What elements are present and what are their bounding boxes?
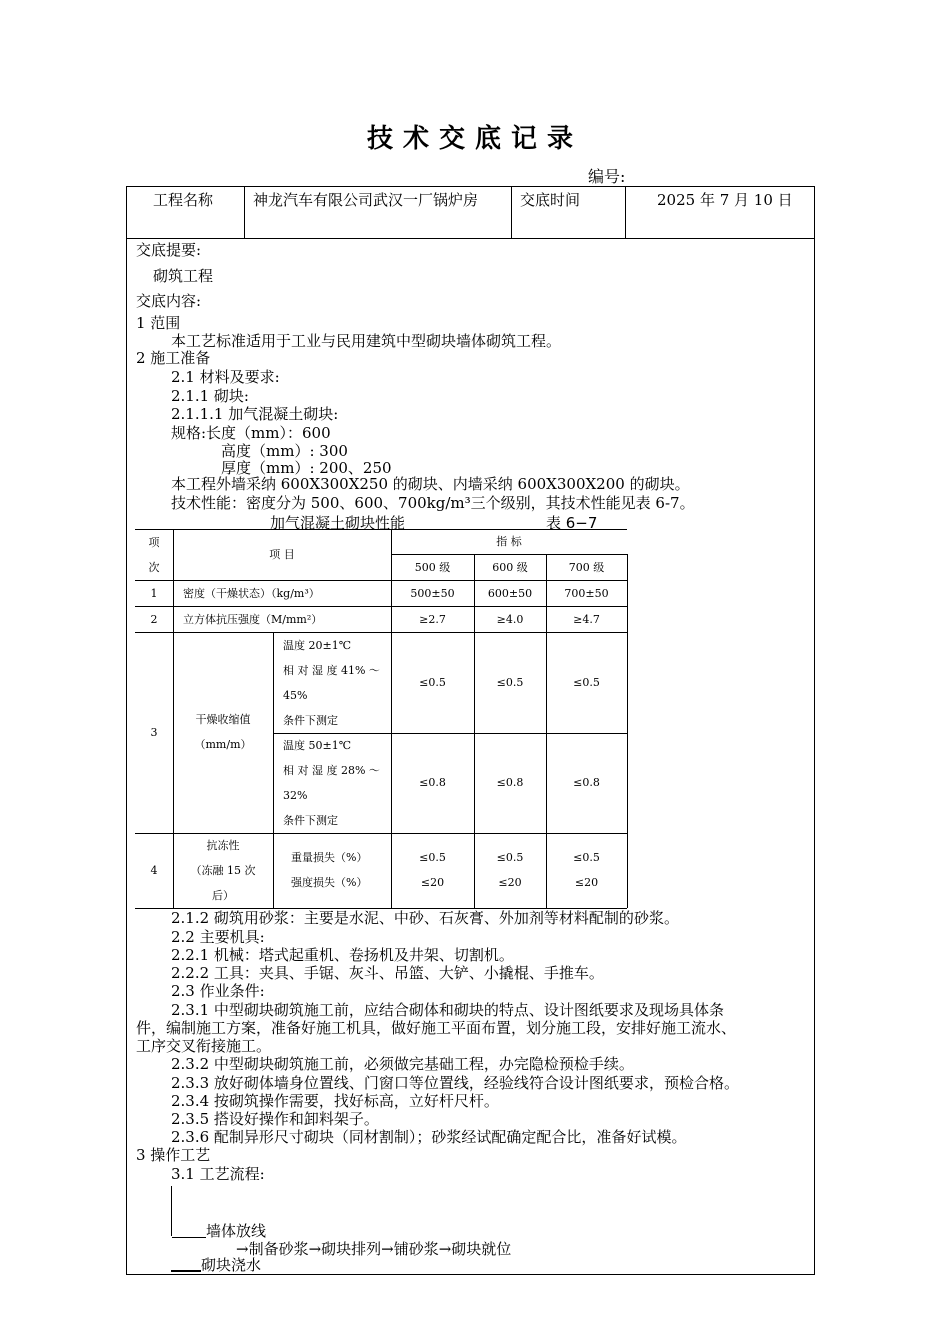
header-divider bbox=[127, 238, 814, 239]
table-rule bbox=[627, 554, 628, 908]
table-cell: 强度损失（%） bbox=[291, 876, 368, 889]
table-cell: ≤0.5 bbox=[496, 676, 524, 689]
table-cell: 32% bbox=[283, 789, 308, 802]
table-cell: ≤0.5 bbox=[419, 851, 446, 864]
table-cell: 4 bbox=[150, 864, 158, 877]
table-cell: ≤20 bbox=[574, 876, 599, 889]
table-cell: （冻融 15 次 bbox=[190, 864, 256, 877]
table-cell: 温度 50±1℃ bbox=[283, 739, 352, 752]
table-header-cell: 次 bbox=[148, 561, 160, 574]
section-heading: 1 范围 bbox=[136, 314, 181, 332]
table-cell: 相 对 湿 度 41% ～ bbox=[283, 664, 380, 677]
flow-connector bbox=[171, 1186, 172, 1236]
body-line: 2.3.1 中型砌块砌筑施工前，应结合砌体和砌块的特点、设计图纸要求及现场具体条 bbox=[171, 1001, 724, 1019]
body-line: 2.3.5 搭设好操作和卸料架子。 bbox=[171, 1110, 379, 1128]
table-title: 加气混凝土砌块性能 bbox=[270, 514, 406, 532]
header-col-divider bbox=[244, 187, 245, 238]
body-line: 2.3 作业条件: bbox=[171, 982, 265, 1000]
table-number: 表 6−7 bbox=[546, 514, 598, 532]
handover-date-value: 2025 年 7 月 10 日 bbox=[657, 191, 793, 209]
table-cell: （mm/m） bbox=[194, 738, 252, 751]
table-header-cell: 项 目 bbox=[269, 548, 295, 561]
summary-label: 交底提要: bbox=[136, 241, 202, 259]
table-cell: ≥4.7 bbox=[573, 613, 600, 626]
table-cell: ≤0.5 bbox=[419, 676, 446, 689]
table-cell: 密度（干燥状态）（kg/m³） bbox=[183, 587, 320, 600]
body-line: 规格:长度（mm）：600 bbox=[171, 424, 331, 442]
table-cell: 条件下测定 bbox=[283, 814, 338, 827]
table-cell: ≤20 bbox=[498, 876, 522, 889]
table-cell: 干燥收缩值 bbox=[195, 713, 251, 726]
table-header-cell: 700 级 bbox=[568, 561, 605, 574]
body-line: 2.1.2 砌筑用砂浆：主要是水泥、中砂、石灰膏、外加剂等材料配制的砂浆。 bbox=[171, 909, 679, 927]
body-line: 技术性能：密度分为 500、600、700kg/m³三个级别，其技术性能见表 6-7。 bbox=[171, 494, 695, 512]
content-label: 交底内容: bbox=[136, 292, 202, 310]
table-cell: 2 bbox=[150, 613, 158, 626]
document-number-label: 编号: bbox=[588, 167, 626, 186]
body-line: 3.1 工艺流程: bbox=[171, 1165, 265, 1183]
table-cell: 相 对 湿 度 28% ～ bbox=[283, 764, 380, 777]
table-rule bbox=[135, 632, 627, 633]
body-line: 2.3.2 中型砌块砌筑施工前，必须做完基础工程，办完隐检预检手续。 bbox=[171, 1055, 634, 1073]
table-cell: ≤20 bbox=[420, 876, 445, 889]
body-line: 2.1.1 砌块: bbox=[171, 387, 249, 405]
table-cell: ≤0.5 bbox=[573, 851, 600, 864]
table-cell: ≤0.5 bbox=[496, 851, 524, 864]
table-cell: ≥2.7 bbox=[419, 613, 446, 626]
table-cell: 重量损失（%） bbox=[291, 851, 368, 864]
table-cell: 45% bbox=[283, 689, 308, 702]
header-col-divider bbox=[511, 187, 512, 238]
body-line: 2.2.2 工具：夹具、手锯、灰斗、吊篮、大铲、小撬棍、手推车。 bbox=[171, 964, 604, 982]
table-cell: 500±50 bbox=[410, 587, 455, 600]
body-line: 2.3.3 放好砌体墙身位置线、门窗口等位置线，经验线符合设计图纸要求，预检合格。 bbox=[171, 1074, 739, 1092]
table-cell: ≤0.8 bbox=[573, 776, 600, 789]
body-line: 2.1 材料及要求: bbox=[171, 368, 280, 386]
project-name-value: 神龙汽车有限公司武汉一厂锅炉房 bbox=[253, 191, 479, 209]
handover-date-label: 交底时间 bbox=[520, 191, 581, 209]
table-cell: 700±50 bbox=[564, 587, 609, 600]
body-line: 本工艺标准适用于工业与民用建筑中型砌块墙体砌筑工程。 bbox=[171, 332, 562, 350]
flow-step: 砌块浇水 bbox=[201, 1256, 262, 1274]
table-cell: ≥4.0 bbox=[496, 613, 524, 626]
body-line: 工序交叉衔接施工。 bbox=[136, 1037, 272, 1055]
body-line: 2.2 主要机具: bbox=[171, 928, 265, 946]
document-title: 技术交底记录 bbox=[366, 124, 583, 154]
table-header-cell: 500 级 bbox=[414, 561, 451, 574]
table-cell: ≤0.5 bbox=[573, 676, 600, 689]
body-line: 件，编制施工方案，准备好施工机具，做好施工平面布置，划分施工段，安排好施工流水、 bbox=[136, 1019, 737, 1037]
table-header-cell: 600 级 bbox=[492, 561, 528, 574]
table-cell: 后） bbox=[212, 889, 234, 902]
body-line: 本工程外墙采纳 600X300X250 的砌块、内墙采纳 600X300X200 的砌块。 bbox=[171, 475, 690, 493]
table-cell: ≤0.8 bbox=[419, 776, 446, 789]
table-cell: 条件下测定 bbox=[283, 714, 338, 727]
table-cell: 立方体抗压强度（M/mm²） bbox=[183, 613, 323, 626]
project-name-label: 工程名称 bbox=[153, 191, 214, 209]
section-heading: 3 操作工艺 bbox=[136, 1146, 211, 1164]
table-cell: 温度 20±1℃ bbox=[283, 639, 352, 652]
table-cell: 3 bbox=[150, 726, 158, 739]
flow-connector bbox=[171, 1270, 201, 1272]
flow-connector bbox=[172, 1237, 206, 1238]
table-cell: 1 bbox=[150, 587, 158, 600]
body-line: 2.3.6 配制异形尺寸砌块（同材割制）；砂浆经试配确定配合比，准备好试模。 bbox=[171, 1128, 687, 1146]
table-rule bbox=[273, 632, 274, 908]
flow-step: 墙体放线 bbox=[206, 1222, 267, 1240]
table-header-cell: 指 标 bbox=[496, 535, 522, 548]
summary-text: 砌筑工程 bbox=[153, 267, 214, 285]
record-frame bbox=[126, 186, 815, 1275]
body-line: 2.3.4 按砌筑操作需要，找好标高，立好杆尺杆。 bbox=[171, 1092, 499, 1110]
flow-step: →制备砂浆→砌块排列→铺砂浆→砌块就位 bbox=[236, 1240, 512, 1258]
table-cell: 抗冻性 bbox=[206, 839, 240, 852]
body-line: 高度（mm）: 300 bbox=[221, 442, 348, 460]
body-line: 2.2.1 机械：塔式起重机、卷扬机及井架、切割机。 bbox=[171, 946, 514, 964]
table-cell: 600±50 bbox=[487, 587, 533, 600]
body-line: 2.1.1.1 加气混凝土砌块: bbox=[171, 405, 339, 423]
header-col-divider bbox=[625, 187, 626, 238]
body-line: 厚度（mm）: 200、250 bbox=[221, 459, 392, 477]
table-header-cell: 项 bbox=[148, 536, 160, 549]
table-cell: ≤0.8 bbox=[496, 776, 524, 789]
section-heading: 2 施工准备 bbox=[136, 349, 211, 367]
